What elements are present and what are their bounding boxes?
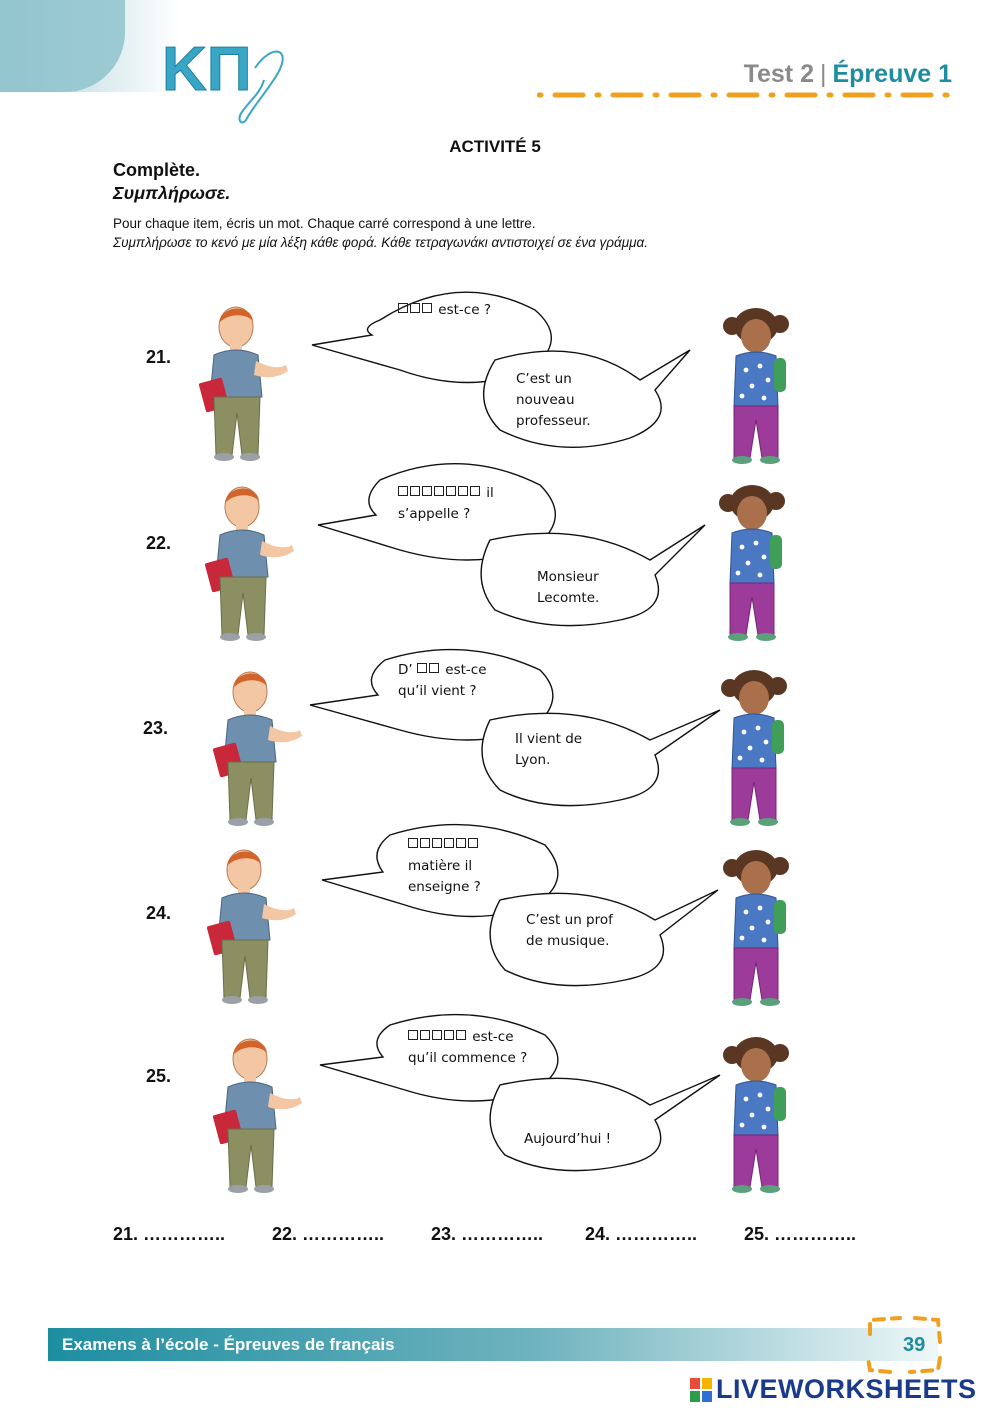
question-text: matière il enseigne ? bbox=[408, 858, 481, 895]
letter-box[interactable] bbox=[432, 838, 442, 848]
question-bubble-25[interactable] bbox=[408, 1027, 527, 1069]
answer-field-22[interactable]: 22. ………….. bbox=[272, 1224, 385, 1244]
liveworksheets-logo-icon bbox=[690, 1378, 712, 1402]
letter-box[interactable] bbox=[422, 303, 432, 313]
liveworksheets-watermark: LIVEWORKSHEETS bbox=[716, 1374, 977, 1404]
item-number-21: 21. bbox=[146, 347, 172, 367]
svg-text:KΠ: KΠ bbox=[162, 35, 252, 104]
question-bubble-22[interactable] bbox=[398, 483, 494, 525]
page-number: 39 bbox=[903, 1334, 926, 1356]
letter-box[interactable] bbox=[398, 486, 408, 496]
letter-box[interactable] bbox=[420, 838, 430, 848]
footer-text: Examens à l’école - Épreuves de français bbox=[62, 1335, 395, 1354]
subinstruction-french: Pour chaque item, écris un mot. Chaque carré correspond à une lettre. bbox=[113, 216, 536, 231]
answer-bubble-24: C’est un prof de musique. bbox=[526, 912, 613, 949]
letter-box[interactable] bbox=[456, 838, 466, 848]
answer-field-21[interactable]: 21. ………….. bbox=[113, 1224, 226, 1244]
letter-box[interactable] bbox=[410, 303, 420, 313]
letter-box[interactable] bbox=[470, 486, 480, 496]
answer-bubble-25: Aujourd’hui ! bbox=[524, 1131, 612, 1147]
letter-box[interactable] bbox=[444, 838, 454, 848]
question-bubble-24[interactable] bbox=[408, 835, 481, 898]
instruction-greek: Συμπλήρωσε. bbox=[113, 183, 231, 203]
answer-bubble-22: Monsieur Lecomte. bbox=[537, 569, 600, 606]
instruction-french: Complète. bbox=[113, 160, 201, 180]
letter-box[interactable] bbox=[410, 486, 420, 496]
test-heading bbox=[744, 60, 952, 89]
letter-box[interactable] bbox=[458, 486, 468, 496]
item-number-25: 25. bbox=[146, 1066, 172, 1086]
header-separator: | bbox=[819, 60, 827, 88]
letter-box[interactable] bbox=[420, 1030, 430, 1040]
item-number-23: 23. bbox=[143, 718, 169, 738]
test-label: Test 2 bbox=[743, 60, 814, 88]
item-number-22: 22. bbox=[146, 533, 172, 553]
subinstruction-greek: Συμπλήρωσε το κενό με μία λέξη κάθε φορά. Κάθε τετραγωνάκι αντιστοιχεί σε ένα γράμμα. bbox=[113, 235, 648, 250]
question-bubble-23[interactable] bbox=[398, 660, 487, 702]
header-dashed-line bbox=[537, 91, 952, 99]
question-text: est-ce qu’il commence ? bbox=[408, 1029, 528, 1066]
question-text: est-ce qu’il vient ? bbox=[398, 662, 487, 699]
question-text: il s’appelle ? bbox=[398, 485, 494, 522]
question-text: est-ce ? bbox=[434, 302, 491, 318]
answer-bubble-23: Il vient de Lyon. bbox=[515, 731, 583, 768]
letter-box[interactable] bbox=[429, 663, 439, 673]
answer-field-23[interactable]: 23. ………….. bbox=[431, 1224, 544, 1244]
publisher-logo bbox=[160, 28, 300, 128]
letter-box[interactable] bbox=[422, 486, 432, 496]
letter-box[interactable] bbox=[398, 303, 408, 313]
activity-title: ACTIVITÉ 5 bbox=[449, 137, 541, 156]
answer-bubble-21: C’est un nouveau professeur. bbox=[516, 371, 591, 429]
letter-box[interactable] bbox=[446, 486, 456, 496]
item-number-24: 24. bbox=[146, 903, 172, 923]
question-prefix: D’ bbox=[398, 662, 417, 678]
letter-box[interactable] bbox=[432, 1030, 442, 1040]
letter-box[interactable] bbox=[408, 838, 418, 848]
letter-box[interactable] bbox=[468, 838, 478, 848]
letter-box[interactable] bbox=[456, 1030, 466, 1040]
letter-box[interactable] bbox=[417, 663, 427, 673]
letter-box[interactable] bbox=[444, 1030, 454, 1040]
question-bubble-21[interactable] bbox=[398, 300, 491, 321]
letter-box[interactable] bbox=[434, 486, 444, 496]
answer-field-25[interactable]: 25. ………….. bbox=[744, 1224, 857, 1244]
epreuve-label: Épreuve 1 bbox=[832, 60, 952, 88]
answer-field-24[interactable]: 24. ………….. bbox=[585, 1224, 698, 1244]
letter-box[interactable] bbox=[408, 1030, 418, 1040]
